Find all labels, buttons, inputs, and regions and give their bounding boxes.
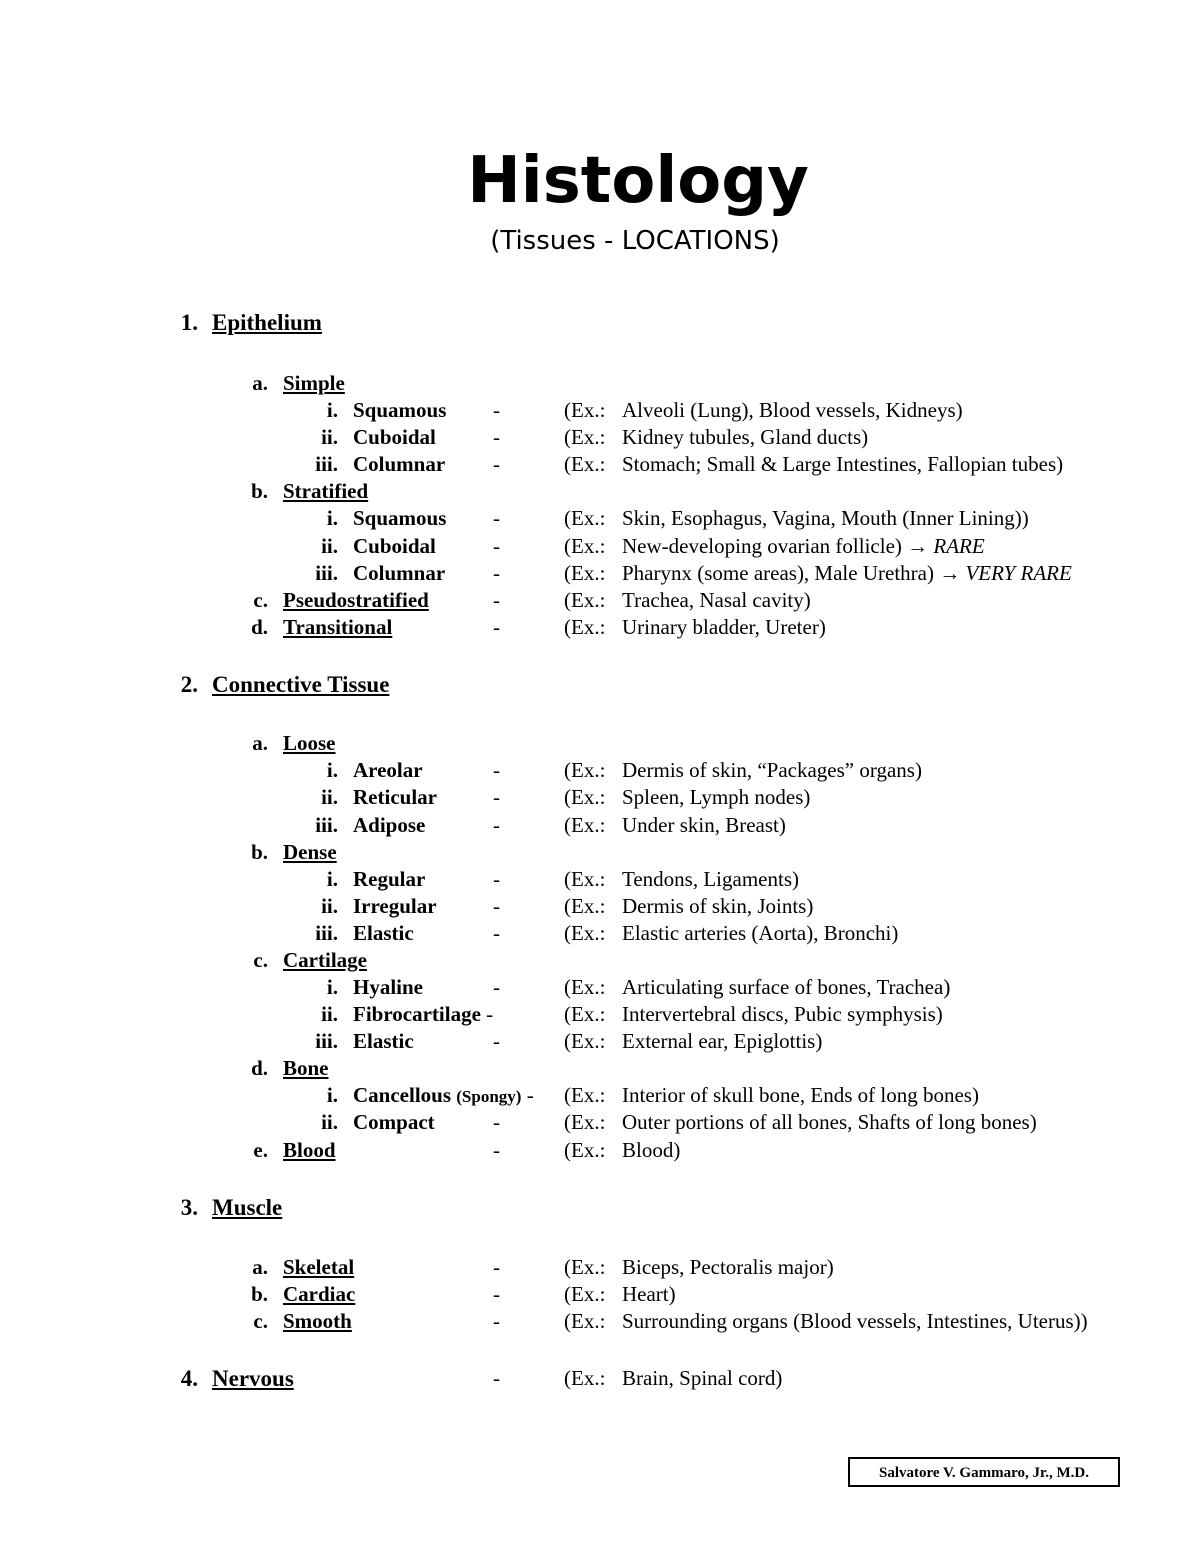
separator-dash: -: [493, 588, 500, 612]
item-letter: d.: [251, 615, 268, 639]
arrow-right-icon: →: [907, 534, 929, 558]
example-text: [564, 397, 963, 424]
separator-dash: -: [493, 425, 500, 449]
example-text: [564, 1082, 979, 1109]
item-label: Squamous: [353, 506, 447, 530]
item-label: Elastic: [353, 921, 414, 945]
item-roman: i.: [326, 506, 338, 530]
item-label: Compact: [353, 1110, 435, 1134]
ex-prefix: (Ex.:: [564, 452, 606, 476]
example-text: [564, 451, 1063, 478]
separator-dash: -: [493, 398, 500, 422]
item-letter: d.: [251, 1056, 268, 1080]
section-number: 1.: [180, 310, 198, 335]
example-text: [564, 893, 813, 920]
example-value: Trachea, Nasal cavity): [622, 588, 811, 612]
example-text: [564, 866, 799, 893]
example-text: [564, 587, 811, 614]
section-heading: Epithelium: [212, 310, 322, 335]
ex-prefix: (Ex.:: [564, 398, 606, 422]
author-box: Salvatore V. Gammaro, Jr., M.D.: [848, 1457, 1120, 1487]
example-text: [564, 424, 868, 451]
example-text: [564, 1001, 943, 1028]
ex-prefix: (Ex.:: [564, 1255, 606, 1279]
example-text: [564, 757, 922, 784]
example-text: [564, 920, 898, 947]
example-text: [564, 614, 826, 641]
document-title: Histology: [467, 144, 809, 218]
item-label: Cuboidal: [353, 534, 436, 558]
ex-prefix: (Ex.:: [564, 561, 606, 585]
rarity-note: RARE: [933, 534, 985, 558]
example-value: Biceps, Pectoralis major): [622, 1255, 834, 1279]
item-label: Bone: [283, 1056, 329, 1080]
example-text: [564, 974, 950, 1001]
item-label: [353, 1001, 493, 1028]
item-label: Hyaline: [353, 975, 424, 999]
example-value: Stomach; Small & Large Intestines, Fallopian tubes): [622, 452, 1064, 476]
item-roman: ii.: [321, 534, 338, 558]
example-text: [564, 1109, 1037, 1136]
document-subtitle: (Tissues - LOCATIONS): [490, 226, 780, 256]
ex-prefix: (Ex.:: [564, 1282, 606, 1306]
item-label: Irregular: [353, 894, 437, 918]
item-letter: b.: [251, 479, 268, 503]
ex-prefix: (Ex.:: [564, 758, 606, 782]
ex-prefix: (Ex.:: [564, 425, 606, 449]
separator-dash: -: [493, 813, 500, 837]
ex-prefix: (Ex.:: [564, 1309, 606, 1333]
example-text: [564, 784, 810, 811]
item-label: Blood: [283, 1138, 336, 1162]
separator-dash: -: [493, 1309, 500, 1333]
example-text: [564, 812, 786, 839]
item-label: Skeletal: [283, 1255, 355, 1279]
item-label: Simple: [283, 371, 345, 395]
item-label-text: Cancellous: [353, 1083, 452, 1107]
separator-dash: -: [486, 1002, 494, 1026]
ex-prefix: (Ex.:: [564, 1029, 606, 1053]
separator-dash: -: [493, 1110, 500, 1134]
separator-dash: -: [493, 1029, 500, 1053]
separator-dash: -: [493, 534, 500, 558]
separator-dash: -: [493, 506, 500, 530]
example-value: Heart): [622, 1282, 676, 1306]
ex-prefix: (Ex.:: [564, 813, 606, 837]
item-letter: e.: [253, 1138, 268, 1162]
item-roman: iii.: [315, 452, 338, 476]
item-letter: c.: [253, 588, 268, 612]
item-label: Adipose: [353, 813, 426, 837]
example-value: Under skin, Breast): [622, 813, 786, 837]
example-text: [564, 1281, 676, 1308]
separator-dash: -: [493, 921, 500, 945]
item-roman: iii.: [315, 1029, 338, 1053]
example-value: Brain, Spinal cord): [622, 1366, 783, 1390]
example-text: [564, 560, 1072, 587]
ex-prefix: (Ex.:: [564, 588, 606, 612]
example-value: Tendons, Ligaments): [622, 867, 799, 891]
ex-prefix: (Ex.:: [564, 1138, 606, 1162]
example-value: Skin, Esophagus, Vagina, Mouth (Inner Lining)): [622, 506, 1029, 530]
separator-dash: -: [493, 867, 500, 891]
item-label-text: Fibrocartilage: [353, 1002, 481, 1026]
example-value: External ear, Epiglottis): [622, 1029, 823, 1053]
example-value: Dermis of skin, Joints): [622, 894, 814, 918]
item-label: Cuboidal: [353, 425, 436, 449]
example-text: [564, 1254, 834, 1281]
example-value: Blood): [622, 1138, 681, 1162]
item-roman: iii.: [315, 561, 338, 585]
item-label: [353, 1082, 534, 1110]
item-label: Columnar: [353, 561, 446, 585]
item-letter: a.: [252, 731, 268, 755]
example-value: Spleen, Lymph nodes): [622, 785, 811, 809]
ex-prefix: (Ex.:: [564, 1002, 606, 1026]
item-letter: c.: [253, 1309, 268, 1333]
section-heading: Nervous: [212, 1366, 294, 1391]
item-roman: ii.: [321, 785, 338, 809]
item-label: Squamous: [353, 398, 447, 422]
example-text: [564, 505, 1029, 532]
example-value: Outer portions of all bones, Shafts of long bones): [622, 1110, 1037, 1134]
example-value: Intervertebral discs, Pubic symphysis): [622, 1002, 943, 1026]
example-value: Surrounding organs (Blood vessels, Intestines, Uterus)): [622, 1309, 1088, 1333]
item-label: Regular: [353, 867, 426, 891]
section-heading: Connective Tissue: [212, 672, 390, 697]
ex-prefix: (Ex.:: [564, 975, 606, 999]
separator-dash: -: [493, 975, 500, 999]
example-value: Dermis of skin, “Packages” organs): [622, 758, 922, 782]
ex-prefix: (Ex.:: [564, 534, 606, 558]
separator-dash: -: [493, 785, 500, 809]
example-value: Kidney tubules, Gland ducts): [622, 425, 869, 449]
item-roman: ii.: [321, 1110, 338, 1134]
separator-dash: -: [493, 561, 500, 585]
example-text: [564, 1137, 680, 1164]
section-heading: Muscle: [212, 1195, 283, 1220]
item-label: Reticular: [353, 785, 437, 809]
example-value: New-developing ovarian follicle): [622, 534, 902, 558]
example-value: Interior of skull bone, Ends of long bones): [622, 1083, 979, 1107]
item-roman: i.: [326, 758, 338, 782]
arrow-right-icon: →: [939, 561, 961, 585]
separator-dash: -: [526, 1083, 534, 1107]
example-value: Elastic arteries (Aorta), Bronchi): [622, 921, 899, 945]
separator-dash: -: [493, 615, 500, 639]
item-roman: ii.: [321, 894, 338, 918]
item-roman: iii.: [315, 813, 338, 837]
item-roman: i.: [326, 1083, 338, 1107]
ex-prefix: (Ex.:: [564, 1083, 606, 1107]
item-label: Transitional: [283, 615, 393, 639]
item-letter: b.: [251, 840, 268, 864]
item-roman: ii.: [321, 1002, 338, 1026]
item-letter: b.: [251, 1282, 268, 1306]
example-value: Alveoli (Lung), Blood vessels, Kidneys): [622, 398, 963, 422]
example-text: [564, 1028, 822, 1055]
section-number: 4.: [180, 1366, 198, 1391]
example-value: Pharynx (some areas), Male Urethra): [622, 561, 934, 585]
separator-dash: -: [493, 452, 500, 476]
separator-dash: -: [493, 894, 500, 918]
example-text: [564, 1365, 782, 1392]
item-label: Cartilage: [283, 948, 367, 972]
ex-prefix: (Ex.:: [564, 867, 606, 891]
item-letter: c.: [253, 948, 268, 972]
separator-dash: -: [493, 1138, 500, 1162]
item-aside: (Spongy): [456, 1087, 522, 1106]
item-roman: i.: [326, 867, 338, 891]
example-value: Urinary bladder, Ureter): [622, 615, 826, 639]
item-label: Pseudostratified: [283, 588, 429, 612]
ex-prefix: (Ex.:: [564, 921, 606, 945]
item-letter: a.: [252, 371, 268, 395]
section-number: 2.: [180, 672, 198, 697]
item-label: Elastic: [353, 1029, 414, 1053]
ex-prefix: (Ex.:: [564, 785, 606, 809]
ex-prefix: (Ex.:: [564, 506, 606, 530]
separator-dash: -: [493, 1255, 500, 1279]
item-label: Stratified: [283, 479, 369, 503]
ex-prefix: (Ex.:: [564, 1110, 606, 1134]
item-label: Loose: [283, 731, 336, 755]
ex-prefix: (Ex.:: [564, 615, 606, 639]
example-text: [564, 533, 985, 560]
item-label: Dense: [283, 840, 337, 864]
separator-dash: -: [493, 1282, 500, 1306]
ex-prefix: (Ex.:: [564, 1366, 606, 1390]
section-number: 3.: [180, 1195, 198, 1220]
ex-prefix: (Ex.:: [564, 894, 606, 918]
example-text: [564, 1308, 1088, 1335]
item-label: Smooth: [283, 1309, 352, 1333]
separator-dash: -: [493, 1366, 500, 1390]
item-label: Cardiac: [283, 1282, 356, 1306]
item-roman: i.: [326, 398, 338, 422]
item-roman: i.: [326, 975, 338, 999]
rarity-note: VERY RARE: [965, 561, 1072, 585]
example-value: Articulating surface of bones, Trachea): [622, 975, 951, 999]
item-roman: iii.: [315, 921, 338, 945]
item-label: Columnar: [353, 452, 446, 476]
separator-dash: -: [493, 758, 500, 782]
item-label: Areolar: [353, 758, 423, 782]
item-roman: ii.: [321, 425, 338, 449]
item-letter: a.: [252, 1255, 268, 1279]
